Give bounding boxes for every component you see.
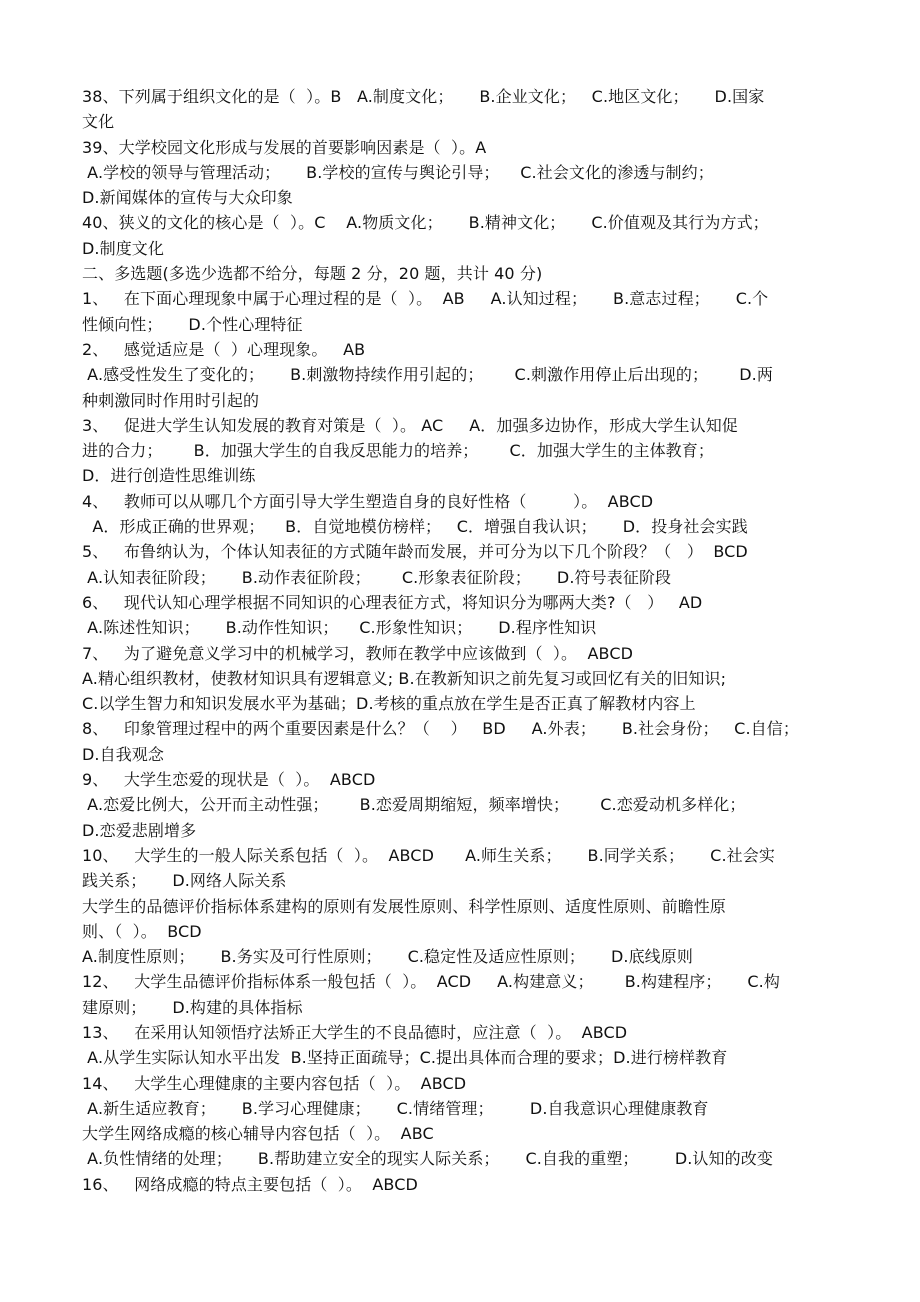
text-line: 8、 印象管理过程中的两个重要因素是什么？（ ） BD A.外表； B.社会身份； C.自信； [82,719,799,739]
text-line: A.恋爱比例大，公开而主动性强； B.恋爱周期缩短，频率增快； C.恋爱动机多样化； [82,795,746,815]
text-line: 13、 在采用认知领悟疗法矫正大学生的不良品德时，应注意（ ）。 ABCD [82,1022,628,1042]
text-line: 则、（ ）。 BCD [82,921,202,941]
text-line: 1、 在下面心理现象中属于心理过程的是（ ）。 AB A.认知过程； B.意志过程； C.个 [82,289,769,309]
text-line: 大学生网络成瘾的核心辅导内容包括（ ）。 ABC [82,1124,434,1144]
text-line: 4、 教师可以从哪几个方面引导大学生塑造自身的良好性格（ ）。 ABCD [82,491,654,511]
text-line: 文化 [82,112,115,132]
text-line: A.学校的领导与管理活动； B.学校的宣传与舆论引导； C.社会文化的渗透与制约； [82,162,714,182]
text-line: A.制度性原则； B.务实及可行性原则； C.稳定性及适应性原则； D.底线原则 [82,947,693,967]
text-line: 建原则； D.构建的具体指标 [82,997,303,1017]
text-line: 9、 大学生恋爱的现状是（ ）。 ABCD [82,770,376,790]
text-line: 3、 促进大学生认知发展的教育对策是（ ）。 AC A．加强多边协作，形成大学生认知促 [82,415,738,435]
text-line: 38、下列属于组织文化的是（ ）。B A.制度文化； B.企业文化； C.地区文化； D.国家 [82,87,765,106]
text-line: 5、 布鲁纳认为，个体认知表征的方式随年龄而发展，并可分为以下几个阶段？（ ） BCD [82,542,748,562]
text-line: D.制度文化 [82,238,165,258]
text-line: D.恋爱悲剧增多 [82,820,197,840]
text-line: 10、 大学生的一般人际关系包括（ ）。 ABCD A.师生关系； B.同学关系； C.社会实 [82,845,775,865]
text-line: 7、 为了避免意义学习中的机械学习，教师在教学中应该做到（ ）。 ABCD [82,643,634,663]
text-line: A.感受性发生了变化的； B.刺激物持续作用引起的； C.刺激作用停止后出现的； D.两 [82,365,773,385]
text-line: 12、 大学生品德评价指标体系一般包括（ ）。 ACD A.构建意义； B.构建程序； C.构 [82,972,780,992]
text-line: A.认知表征阶段； B.动作表征阶段； C.形象表征阶段； D.符号表征阶段 [82,567,672,587]
text-line: D.新闻媒体的宣传与大众印象 [82,188,293,208]
text-line: D．进行创造性思维训练 [82,466,256,486]
text-line: A.负性情绪的处理； B.帮助建立安全的现实人际关系； C.自我的重塑； D.认知的改变 [82,1149,773,1169]
text-line: A.精心组织教材，使教材知识具有逻辑意义; B.在教新知识之前先复习或回忆有关的旧知识; [82,668,727,688]
text-line: 6、 现代认知心理学根据不同知识的心理表征方式，将知识分为哪两大类?（ ） AD [82,592,703,612]
text-line: 40、狭义的文化的核心是（ ）。C A.物质文化； B.精神文化； C.价值观及其行为方式； [82,213,769,233]
text-line: A.从学生实际认知水平出发 B.坚持正面疏导；C.提出具体而合理的要求；D.进行榜样教育 [82,1048,728,1068]
section-heading: 二、多选题(多选少选都不给分，每题 2 分，20 题，共计 40 分) [82,264,543,284]
text-line: 种刺激同时作用时引起的 [82,390,260,410]
text-line: 39、大学校园文化形成与发展的首要影响因素是（ ）。A [82,137,487,157]
text-line: C.以学生智力和知识发展水平为基础；D.考核的重点放在学生是否正真了解教材内容上 [82,694,696,714]
text-line: 大学生的品德评价指标体系建构的原则有发展性原则、科学性原则、适度性原则、前瞻性原 [82,896,727,916]
text-line: A.新生适应教育； B.学习心理健康； C.情绪管理； D.自我意识心理健康教育 [82,1098,709,1118]
text-line: A．形成正确的世界观； B．自觉地模仿榜样； C．增强自我认识； D．投身社会实践 [82,517,748,537]
text-line: 践关系； D.网络人际关系 [82,871,287,891]
text-line: A.陈述性知识； B.动作性知识； C.形象性知识； D.程序性知识 [82,618,597,638]
text-line: 性倾向性； D.个性心理特征 [82,314,303,334]
text-line: D.自我观念 [82,744,165,764]
text-line: 14、 大学生心理健康的主要内容包括（ ）。 ABCD [82,1073,467,1093]
text-line: 16、 网络成瘾的特点主要包括（ ）。 ABCD [82,1174,418,1194]
text-line: 进的合力； B．加强大学生的自我反思能力的培养； C．加强大学生的主体教育； [82,441,714,461]
text-line: 2、 感觉适应是（ ）心理现象。 AB [82,339,366,359]
